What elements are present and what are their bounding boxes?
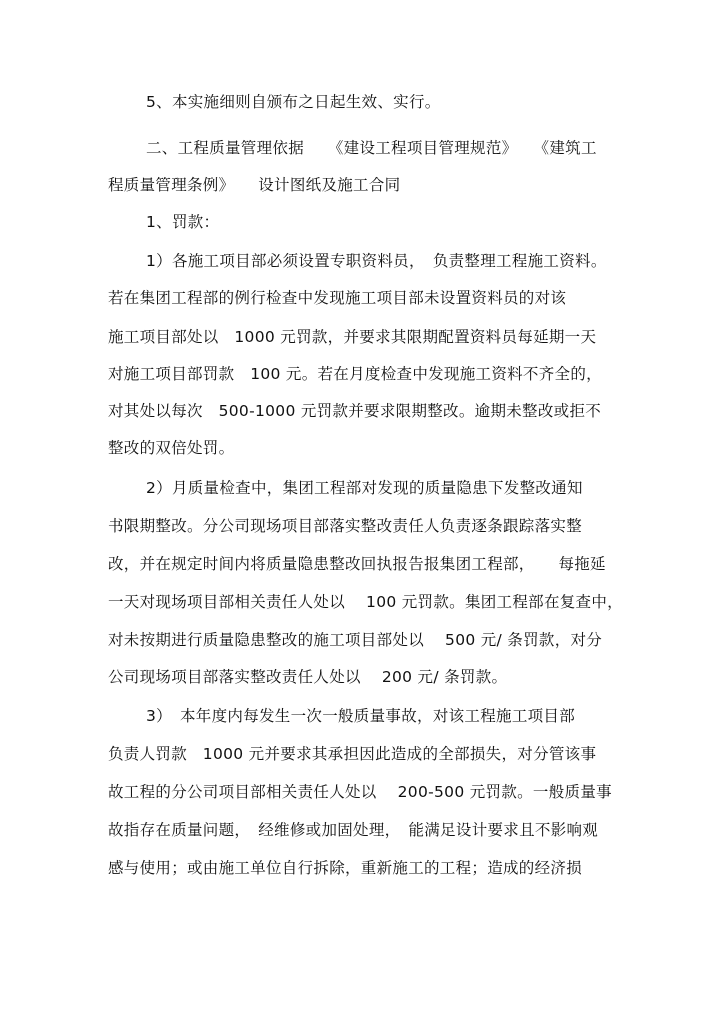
text-line-19: 故工程的分公司项目部相关责任人处以 200-500 元罚款。一般质量事	[108, 783, 612, 801]
text-line-6: 若在集团工程部的例行检查中发现施工项目部未设置资料员的对该	[108, 289, 567, 307]
text-line-4: 1、罚款：	[146, 213, 220, 231]
text-line-7: 施工项目部处以 1000 元罚款，并要求其限期配置资料员每延期一天	[108, 328, 597, 346]
text-line-10: 整改的双倍处罚。	[108, 439, 235, 457]
text-line-16: 公司现场项目部落实整改责任人处以 200 元/ 条罚款。	[108, 668, 508, 686]
text-line-17: 3） 本年度内每发生一次一般质量事故，对该工程施工项目部	[146, 707, 576, 725]
text-line-8: 对施工项目部罚款 100 元。若在月度检查中发现施工资料不齐全的，	[108, 365, 602, 383]
text-line-2: 二、工程质量管理依据 《建设工程项目管理规范》 《建筑工	[146, 139, 597, 157]
text-line-9: 对其处以每次 500-1000 元罚款并要求限期整改。逾期未整改或拒不	[108, 402, 602, 420]
text-line-12: 书限期整改。分公司现场项目部落实整改责任人负责逐条跟踪落实整	[108, 517, 583, 535]
text-line-14: 一天对现场项目部相关责任人处以 100 元罚款。集团工程部在复查中，	[108, 593, 623, 611]
text-line-5: 1）各施工项目部必须设置专职资料员， 负责整理工程施工资料。	[146, 252, 607, 270]
text-line-3: 程质量管理条例》 设计图纸及施工合同	[108, 176, 401, 194]
text-line-21: 感与使用；或由施工单位自行拆除，重新施工的工程；造成的经济损	[108, 859, 583, 877]
text-line-13: 改，并在规定时间内将质量隐患整改回执报告报集团工程部， 每拖延	[108, 555, 606, 573]
text-line-11: 2）月质量检查中，集团工程部对发现的质量隐患下发整改通知	[146, 479, 583, 497]
text-line-15: 对未按期进行质量隐患整改的施工项目部处以 500 元/ 条罚款，对分	[108, 631, 603, 649]
text-line-18: 负责人罚款 1000 元并要求其承担因此造成的全部损失，对分管该事	[108, 745, 597, 763]
text-line-1: 5、本实施细则自颁布之日起生效、实行。	[146, 93, 441, 111]
text-line-20: 故指存在质量问题， 经维修或加固处理， 能满足设计要求且不影响观	[108, 821, 599, 839]
